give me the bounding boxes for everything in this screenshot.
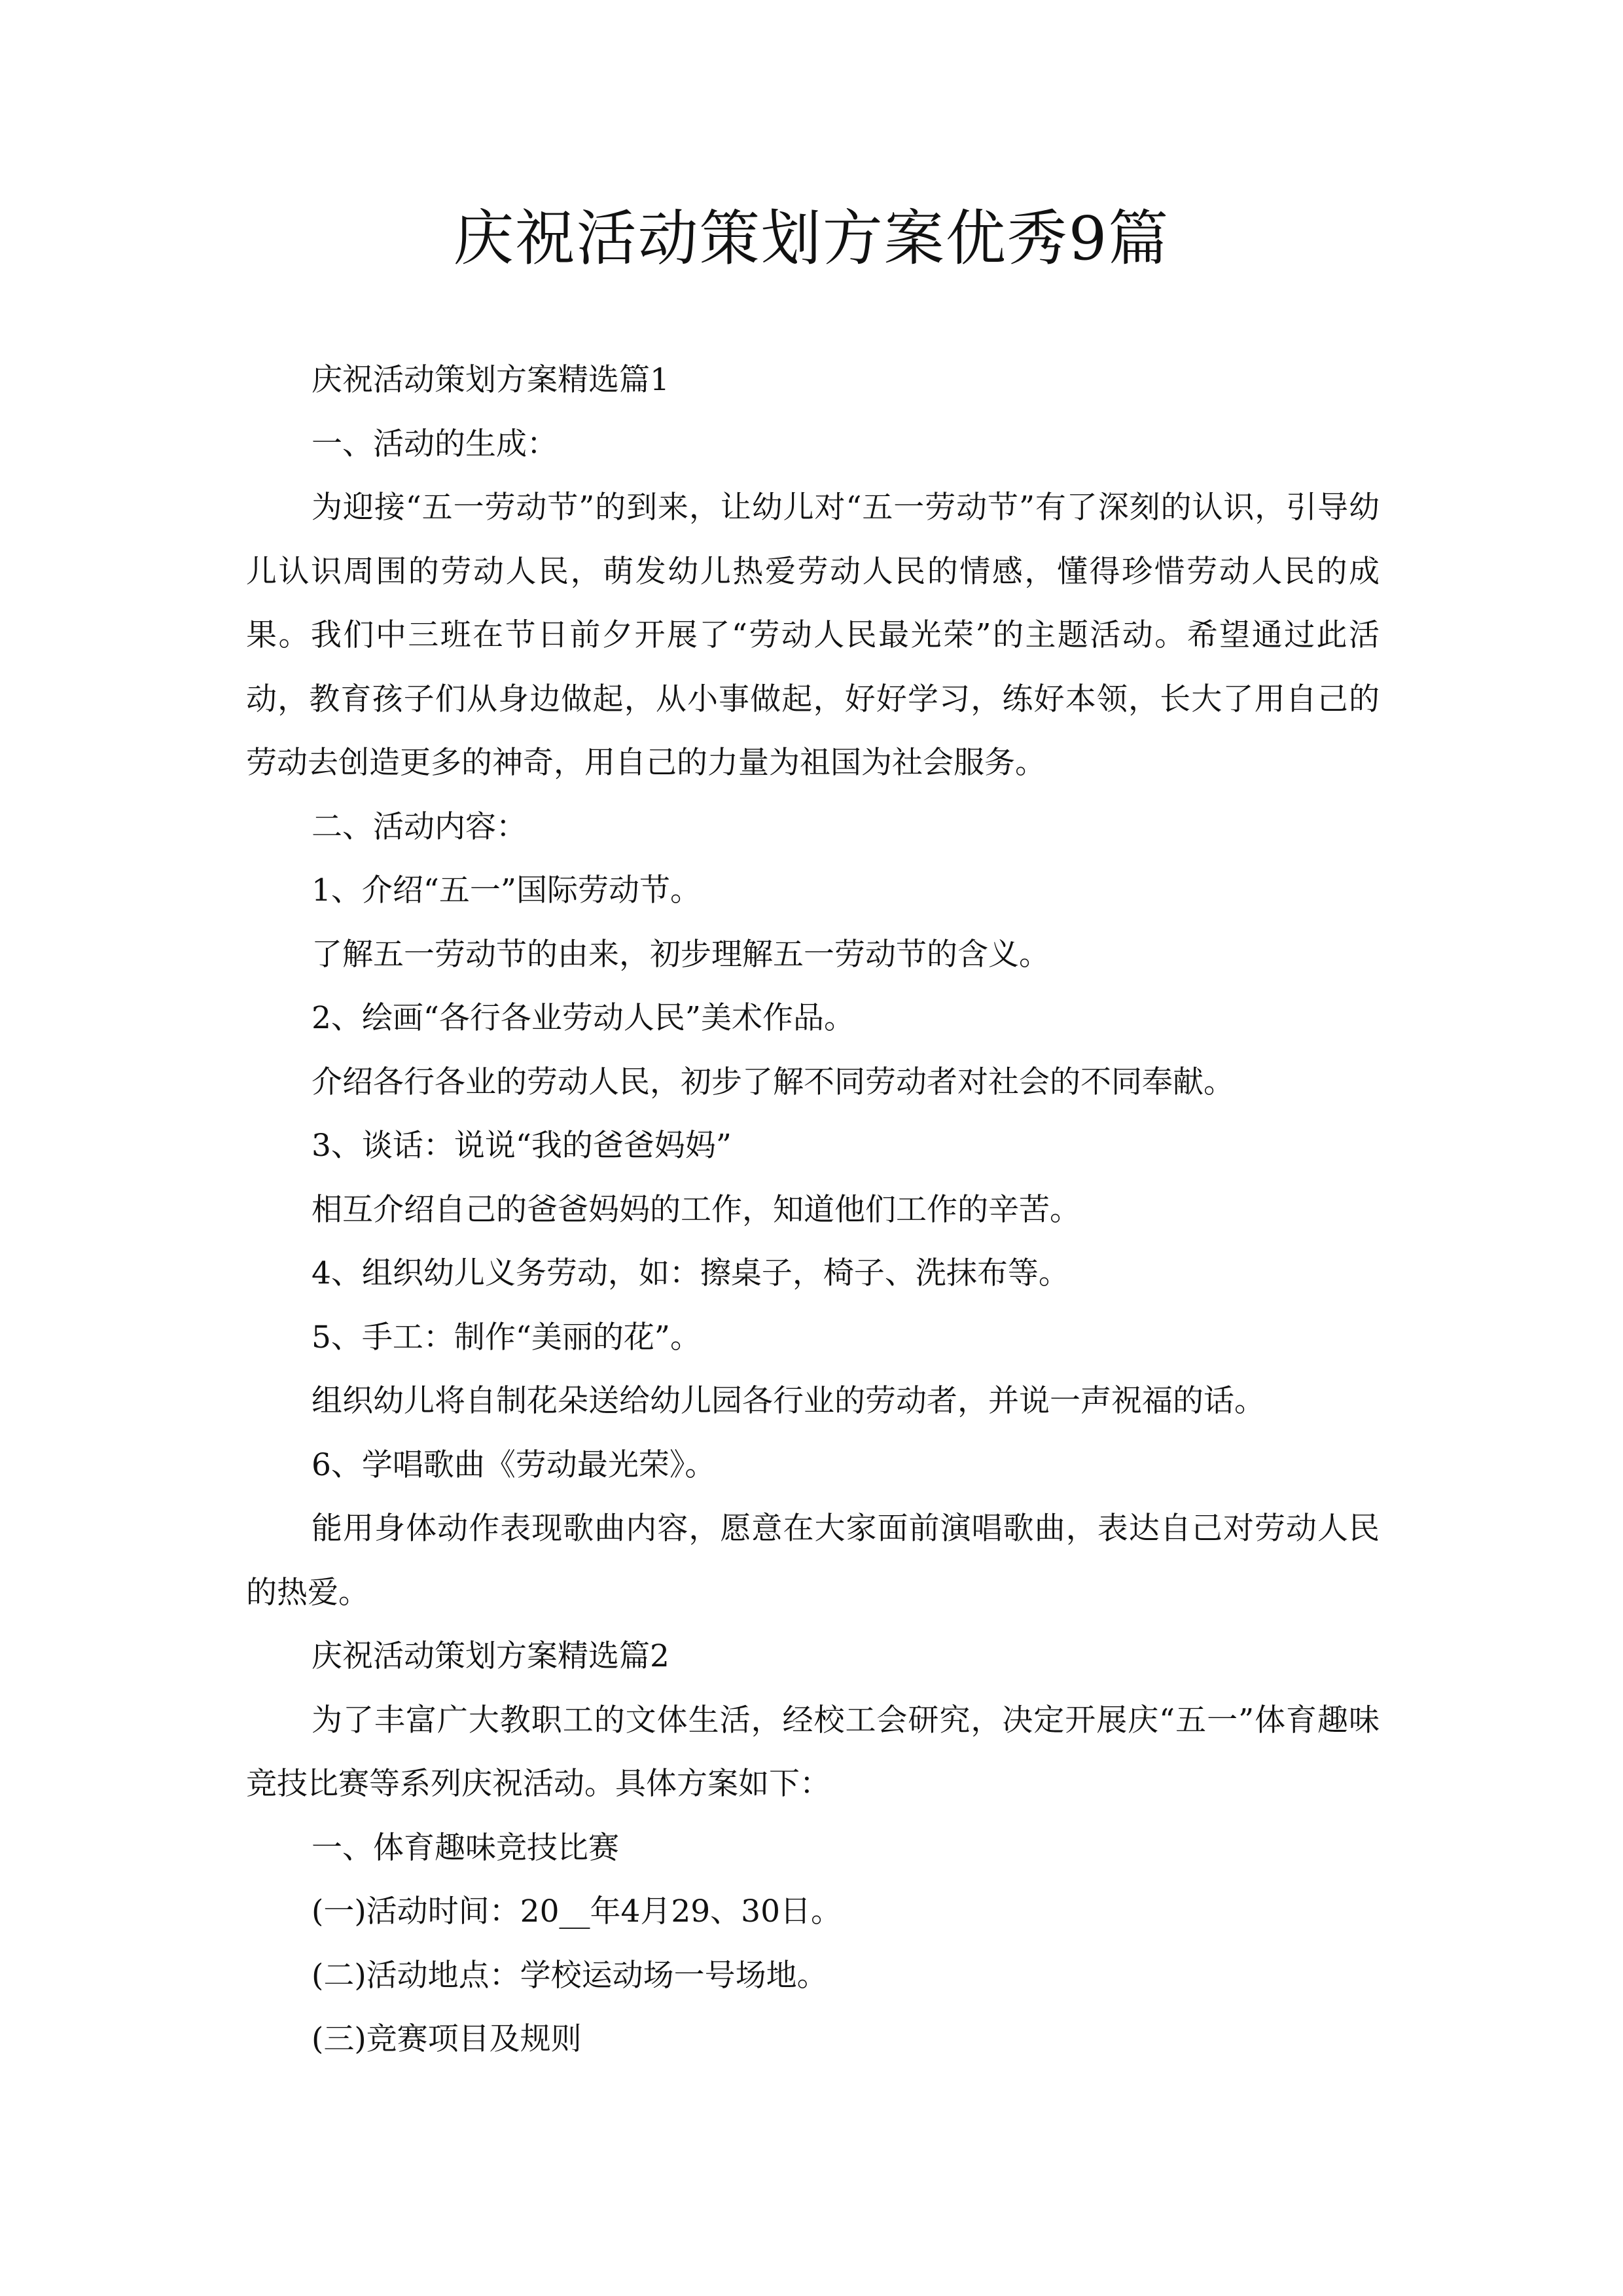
list-item: 4、组织幼儿义务劳动，如：擦桌子，椅子、洗抹布等。 <box>312 1255 1069 1291</box>
list-item: 1、介绍“五一”国际劳动节。 <box>312 872 701 908</box>
subsection-heading: 一、活动的生成： <box>312 425 558 462</box>
document-body <box>246 348 1380 2072</box>
list-item: 3、谈话：说说“我的爸爸妈妈” <box>312 1128 732 1164</box>
paragraph: 介绍各行各业的劳动人民，初步了解不同劳动者对社会的不同奉献。 <box>312 1064 1234 1100</box>
paragraph: 相互介绍自己的爸爸妈妈的工作，知道他们工作的辛苦。 <box>312 1191 1080 1228</box>
subsection-heading: 二、活动内容： <box>312 808 527 845</box>
list-item: (二)活动地点：学校运动场一号场地。 <box>312 1957 828 1994</box>
list-item: 2、绘画“各行各业劳动人民”美术作品。 <box>312 1000 855 1036</box>
list-item: (三)竞赛项目及规则 <box>312 2021 582 2057</box>
list-item: 5、手工：制作“美丽的花”。 <box>312 1319 701 1355</box>
paragraph: 能用身体动作表现歌曲内容，愿意在大家面前演唱歌曲，表达自己对劳动人民的热爱。 <box>246 1511 1380 1611</box>
subsection-heading: 一、体育趣味竞技比赛 <box>312 1829 619 1866</box>
section-heading: 庆祝活动策划方案精选篇2 <box>312 1638 669 1674</box>
list-item: 6、学唱歌曲《劳动最光荣》。 <box>312 1446 716 1483</box>
document-title: 庆祝活动策划方案优秀9篇 <box>453 204 1170 274</box>
paragraph: 为了丰富广大教职工的文体生活，经校工会研究，决定开展庆“五一”体育趣味竞技比赛等系列庆祝活动。具体方案如下： <box>246 1702 1380 1802</box>
paragraph: 组织幼儿将自制花朵送给幼儿园各行业的劳动者，并说一声祝福的话。 <box>312 1383 1265 1419</box>
paragraph: 为迎接“五一劳动节”的到来，让幼儿对“五一劳动节”有了深刻的认识，引导幼儿认识周围的劳动人民，萌发幼儿热爱劳动人民的情感，懂得珍惜劳动人民的成果。我们中三班在节日前夕开展了“劳动人民最光荣”的主题活动。希望通过此活动，教育孩子们从身边做起，从小事做起，好好学习，练好本领，长大了用自己的劳动去创造更多的神奇，用自己的力量为祖国为社会服务。 <box>246 490 1380 781</box>
paragraph: 了解五一劳动节的由来，初步理解五一劳动节的含义。 <box>312 936 1050 973</box>
section-heading: 庆祝活动策划方案精选篇1 <box>312 362 669 398</box>
list-item: (一)活动时间：20__年4月29、30日。 <box>312 1893 842 1929</box>
